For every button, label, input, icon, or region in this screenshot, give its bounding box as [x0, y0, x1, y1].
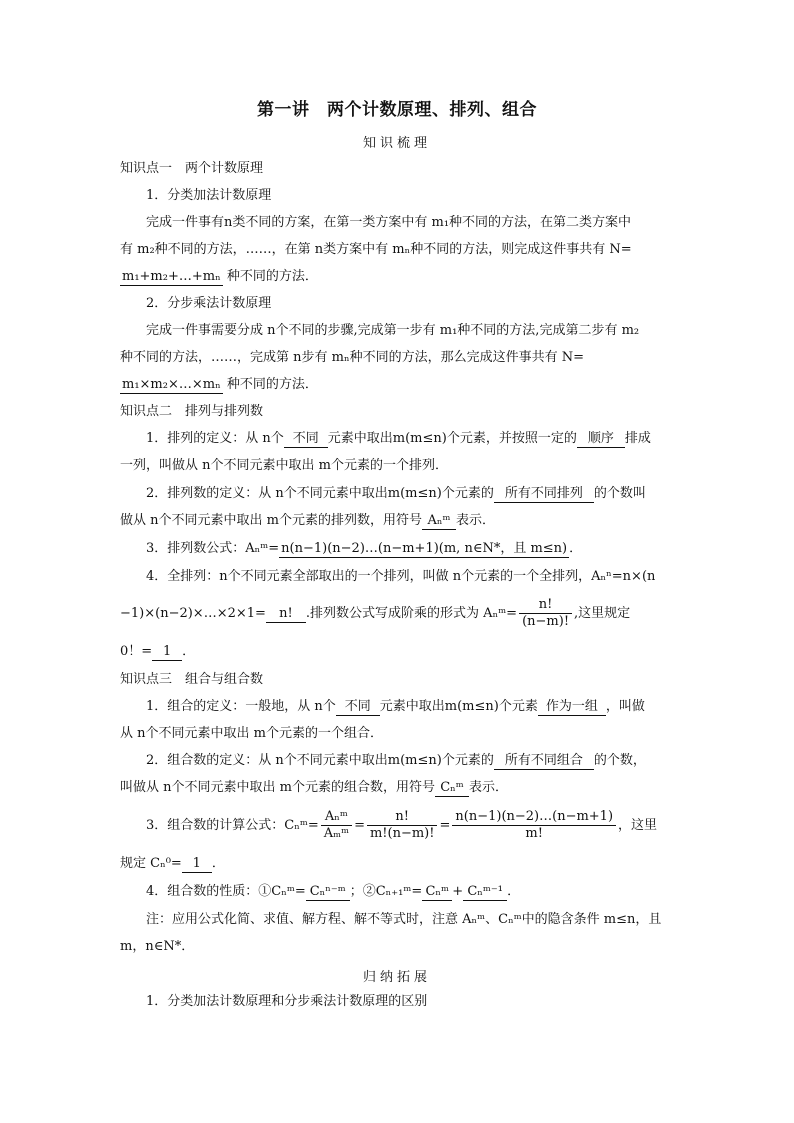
- text-span: ．: [211, 856, 225, 871]
- text-span: 0！=: [120, 644, 153, 659]
- kp3-item3-line1: 3．组合数的计算公式：Cₙᵐ= $\frac{\text{Aₙᵐ}}{\text{Aₘᵐ}}$ = $\frac{n!}{m!(n-m)!}$ = $\frac{n(n-1)(n-2)\dots(n-m+1)}{m!}$ ，这里: [146, 809, 658, 841]
- kp3-item1-line1: [146, 698, 702, 716]
- kp3-item4-line1: [146, 883, 702, 901]
- kp2-item2-line1: [146, 485, 702, 503]
- page-title: 第一讲 两个计数原理、排列、组合: [257, 100, 537, 120]
- text-span: −1)×(n−2)×…×2×1=: [120, 606, 266, 621]
- blank-answer: 顺序: [577, 431, 625, 448]
- text-span: 的个数，: [593, 753, 646, 768]
- kp2-item3-line1: [146, 540, 702, 558]
- text-span: 的个数叫: [593, 486, 646, 501]
- kp1-item2-line2: 种不同的方法，……，完成第 n步有 mₙ种不同的方法，那么完成这件事共有 N=: [120, 350, 584, 365]
- blank-answer: 1: [152, 644, 182, 661]
- text-span: 1．组合的定义：一般地，从 n个: [146, 699, 336, 714]
- kp3-note-line2: m，n∈N*．: [120, 939, 195, 954]
- section-heading-extension: 归纳拓展: [362, 970, 431, 985]
- kp2-item2-line2: [120, 512, 676, 530]
- text-span: 叫做从 n个不同元素中取出 m个元素的组合数，用符号: [120, 780, 435, 795]
- text-span: 种不同的方法．: [226, 269, 318, 284]
- blank-answer: 不同: [336, 699, 380, 716]
- kp1-item2-line3: [120, 376, 676, 394]
- fraction-denominator: m!(n−m)!: [369, 826, 435, 841]
- text-span: 做从 n个不同元素中取出 m个元素的排列数，用符号: [120, 513, 422, 528]
- fraction: [452, 809, 616, 842]
- kp2-item1-line2: 一列，叫做从 n个不同元素中取出 m个元素的一个排列．: [120, 458, 448, 473]
- text-span: 2．组合数的定义：从 n个不同元素中取出m(m≤n)个元素的: [146, 753, 494, 768]
- text-span: ；②Cₙ₊₁ᵐ=: [349, 884, 423, 899]
- text-span: ．: [182, 644, 196, 659]
- text-span: 元素中取出m(m≤n)个元素，并按照一定的: [327, 431, 577, 446]
- text-span: 元素中取出m(m≤n)个元素: [379, 699, 538, 714]
- fraction: [367, 809, 438, 842]
- text-span: ．: [569, 541, 583, 556]
- text-span: 3．排列数公式：Aₙᵐ=: [146, 541, 280, 556]
- text-span: 3．组合数的计算公式：Cₙᵐ=: [146, 818, 319, 833]
- blank-answer: 1: [182, 856, 212, 873]
- blank-answer: Aₙᵐ: [422, 513, 456, 530]
- blank-answer: m₁×m₂×…×mₙ: [122, 377, 221, 392]
- kp1-item2-line1: 完成一件事需要分成 n个不同的步骤,完成第一步有 m₁种不同的方法,完成第二步有 m₂: [146, 323, 640, 338]
- kp3-note-line1: 注：应用公式化简、求值、解方程、解不等式时，注意 Aₙᵐ、Cₙᵐ中的隐含条件 m≤n，且: [146, 912, 662, 927]
- blank-answer: n(n−1)(n−2)…(n−m+1)(m, n∈N*，且 m≤n): [281, 541, 568, 556]
- fraction: [519, 597, 572, 630]
- kp2-heading: 知识点二 排列与排列数: [120, 404, 264, 419]
- text-span: 表示．: [468, 780, 508, 795]
- text-span: 1．排列的定义：从 n个: [146, 431, 284, 446]
- section-heading-knowledge: 知识梳理: [362, 136, 431, 151]
- text-span: +: [452, 884, 464, 899]
- text-span: 规定 Cₙ⁰=: [120, 856, 182, 871]
- text-span: ．: [507, 884, 521, 899]
- text-span: 排成: [624, 431, 651, 446]
- text-span: 种不同的方法．: [226, 377, 318, 392]
- blank-answer: m₁+m₂+…+mₙ: [122, 269, 221, 284]
- kp3-heading: 知识点三 组合与组合数: [120, 672, 264, 687]
- kp2-item4-line3: [120, 643, 676, 661]
- text-span: ，这里: [618, 818, 658, 833]
- kp3-item2-line2: [120, 779, 676, 797]
- text-span: 2．排列数的定义：从 n个不同元素中取出m(m≤n)个元素的: [146, 486, 494, 501]
- kp1-item1-line3: [120, 268, 676, 286]
- blank-answer: Cₙᵐ: [435, 780, 469, 797]
- blank-answer: Cₙᵐ⁻¹: [463, 884, 507, 901]
- fraction-numerator: n!: [367, 809, 438, 826]
- blank-answer: Cₙᵐ: [422, 884, 452, 901]
- fraction-numerator: Aₙᵐ: [321, 809, 352, 826]
- text-span: ,这里规定: [574, 606, 631, 621]
- kp3-item2-line1: [146, 752, 702, 770]
- text-span: ，叫做: [605, 699, 645, 714]
- kp2-item1-line1: [146, 430, 702, 448]
- kp1-item2-title: 2．分步乘法计数原理: [146, 296, 272, 311]
- fraction-numerator: n(n−1)(n−2)…(n−m+1): [452, 809, 616, 826]
- blank-answer: 不同: [284, 431, 328, 448]
- kp3-item3-line2: [120, 855, 676, 873]
- blank-answer: 作为一组: [538, 699, 606, 716]
- kp2-item4-line2: [120, 597, 676, 631]
- kp3-item1-line2: 从 n个不同元素中取出 m个元素的一个组合．: [120, 726, 383, 741]
- ext-item1: 1．分类加法计数原理和分步乘法计数原理的区别: [146, 994, 428, 1009]
- kp2-item4-line1: 4．全排列：n个不同元素全部取出的一个排列，叫做 n个元素的一个全排列，Aₙⁿ=n×(n: [146, 569, 656, 584]
- fraction-denominator: (n−m)!: [522, 614, 570, 629]
- text-span: 表示．: [455, 513, 495, 528]
- blank-answer: 所有不同组合: [494, 753, 594, 770]
- kp1-item1-title: 1．分类加法计数原理: [146, 188, 272, 203]
- blank-answer: n!: [266, 606, 306, 623]
- fraction-denominator: Aₘᵐ: [323, 826, 350, 841]
- kp1-heading: 知识点一 两个计数原理: [120, 161, 264, 176]
- text-span: .排列数公式写成阶乘的形式为 Aₙᵐ=: [305, 606, 518, 621]
- text-span: 4．组合数的性质：①Cₙᵐ=: [146, 884, 306, 899]
- fraction-numerator: n!: [519, 597, 572, 614]
- fraction: [321, 809, 352, 842]
- fraction-denominator: m!: [525, 826, 543, 841]
- kp1-item1-line1: 完成一件事有n类不同的方案，在第一类方案中有 m₁种不同的方法，在第二类方案中: [146, 215, 632, 230]
- blank-answer: 所有不同排列: [494, 486, 594, 503]
- blank-answer: Cₙⁿ⁻ᵐ: [306, 884, 350, 901]
- kp1-item1-line2: 有 m₂种不同的方法，……，在第 n类方案中有 mₙ种不同的方法，则完成这件事共有 N=: [120, 242, 632, 257]
